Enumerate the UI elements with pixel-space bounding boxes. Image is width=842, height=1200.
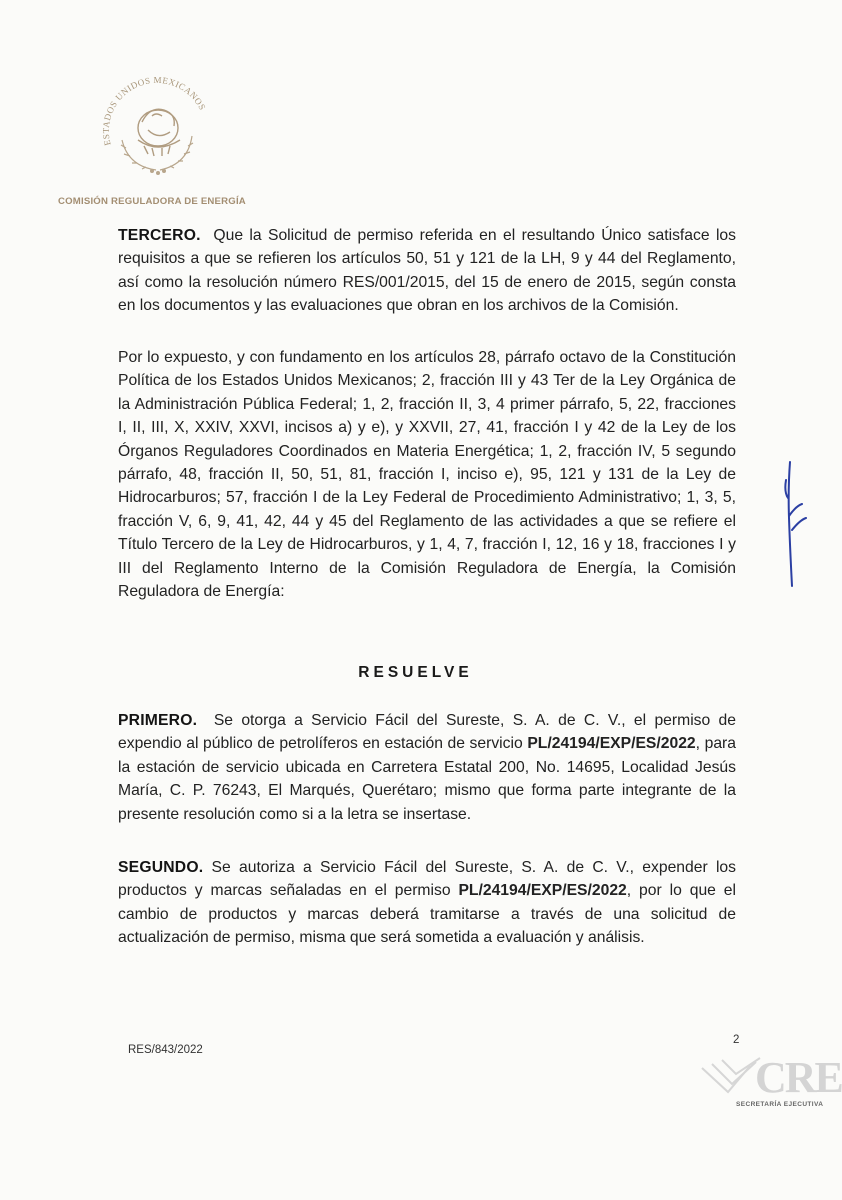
tercero-paragraph xyxy=(118,224,736,318)
agency-name: COMISIÓN REGULADORA DE ENERGÍA xyxy=(58,196,246,207)
cre-logo-text: CRE xyxy=(755,1053,842,1102)
primero-paragraph xyxy=(118,709,736,826)
tercero-text: Que la Solicitud de permiso referida en el resultando Único satisface los requisitos a que se refieren los artículos 50, 51 y 121 de la LH, 9 y 44 del Reglamento, así como la resolución número RES/001/2015, del 15 de enero de 2015, según consta en los documentos y las evaluaciones que obran en los archivos de la Comisión. xyxy=(118,227,736,315)
fundamento-paragraph: Por lo expuesto, y con fundamento en los artículos 28, párrafo octavo de la Constitución Política de los Estados Unidos Mexicanos; 2, fracción III y 43 Ter de la Ley Orgánica de la Administración Pública Federal; 1, 2, fracción II, 3, 4 primer párrafo, 5, 22, fracciones I, II, III, X, XXIV, XXVI, incisos a) y e), y XXVII, 27, 41, fracción I y 42 de la Ley de los Órganos Reguladores Coordinados en Materia Energética; 1, 2, fracción IV, 5 segundo párrafo, 48, fracción II, 50, 51, 81, fracción I, inciso e), 95, 121 y 131 de la Ley de Hidrocarburos; 57, fracción I de la Ley Federal de Procedimiento Administrativo; 1, 3, 5, fracción V, 6, 9, 41, 42, 44 y 45 del Reglamento de las actividades a que se refiere el Título Tercero de la Ley de Hidrocarburos, y 1, 4, 7, fracción I, 12, 16 y 18, fracciones I y III del Reglamento Interno de la Comisión Reguladora de Energía, la Comisión Reguladora de Energía: xyxy=(118,349,736,601)
mexico-coat-of-arms-icon xyxy=(92,70,222,188)
segundo-paragraph xyxy=(118,856,736,950)
primero-label: PRIMERO. xyxy=(118,712,198,729)
primero-text-a: Se otorga a Servicio Fácil del Sureste, S. A. de C. V., el permiso de expendio al público de petrolíferos en estación de servicio xyxy=(118,712,737,753)
primero-text-b: , para la estación de servicio ubicada en Carretera Estatal 200, No. 14695, Localidad Jesús María, C. P. 76243, El Marqués, Querétaro; mismo que forma parte integrante de la presente resolución como si a la letra se insertase. xyxy=(118,735,736,823)
secretaria-ejecutiva-label: SECRETARÍA EJECUTIVA xyxy=(736,1101,824,1108)
segundo-text-b: , por lo que el cambio de productos y marcas deberá tramitarse a través de una solicitud de actualización de permiso, misma que será sometida a evaluación y análisis. xyxy=(118,882,737,947)
segundo-text-a: Se autoriza a Servicio Fácil del Sureste, S. A. de C. V., expender los productos y marcas señaladas en el permiso xyxy=(118,859,737,900)
page-number: 2 xyxy=(733,1034,740,1046)
segundo-permit-number: PL/24194/EXP/ES/2022 xyxy=(458,882,627,900)
resolution-reference: RES/843/2022 xyxy=(128,1044,203,1056)
tercero-label: TERCERO. xyxy=(118,227,201,244)
segundo-label: SEGUNDO. xyxy=(118,859,204,876)
primero-permit-number: PL/24194/EXP/ES/2022 xyxy=(527,735,696,753)
seal-text: ESTADOS UNIDOS MEXICANOS xyxy=(100,74,208,147)
resuelve-heading: RESUELVE xyxy=(358,664,473,681)
signature-initial-icon xyxy=(778,458,808,593)
